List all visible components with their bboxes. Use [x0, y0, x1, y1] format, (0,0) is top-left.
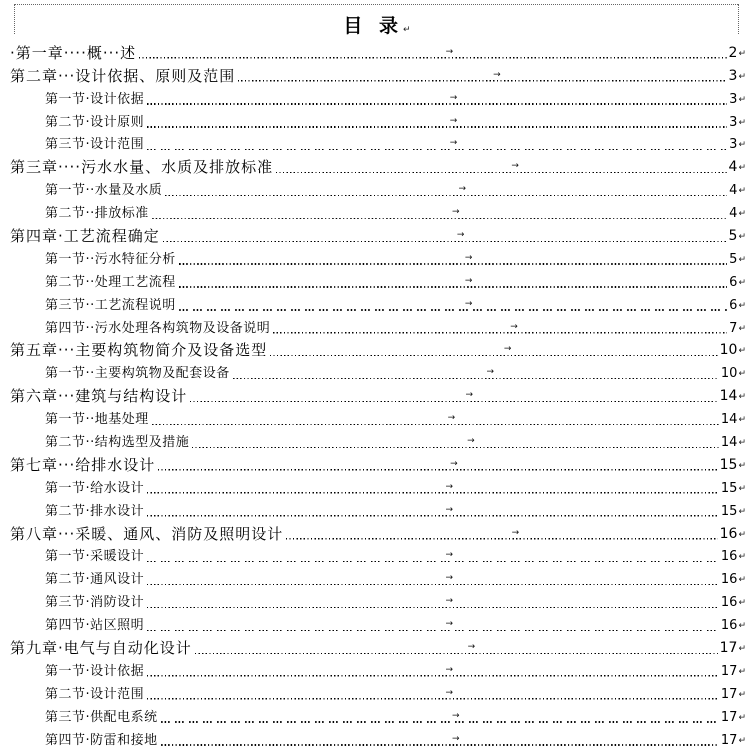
entry-page: 4 — [729, 183, 738, 199]
toc-entry[interactable] — [10, 359, 746, 382]
paragraph-mark-icon: ↵ — [738, 209, 746, 220]
entry-text: 第二节·设计原则 — [45, 114, 145, 130]
entry-page: 10 — [719, 342, 738, 359]
entry-page: 4 — [729, 206, 738, 222]
toc-entry[interactable] — [10, 428, 746, 451]
tab-mark-icon: → — [451, 710, 460, 721]
paragraph-mark-icon: ↵ — [738, 369, 746, 380]
tab-mark-icon: → — [445, 481, 453, 492]
entry-text: 第五章···主要构筑物简介及设备选型 — [10, 341, 268, 360]
tab-mark-icon: → — [445, 596, 453, 607]
toc-entry[interactable] — [10, 657, 746, 680]
paragraph-mark-icon: ↵ — [403, 25, 411, 35]
tab-mark-icon: → — [449, 138, 458, 149]
entry-page: 14 — [719, 388, 738, 405]
toc-entry[interactable] — [10, 199, 746, 222]
toc-entry[interactable] — [10, 565, 746, 588]
paragraph-mark-icon: ↵ — [738, 689, 746, 700]
toc-entry[interactable] — [10, 314, 746, 337]
paragraph-mark-icon: ↵ — [738, 438, 746, 449]
entry-leader — [165, 182, 727, 199]
tab-mark-icon: → — [445, 619, 453, 630]
paragraph-mark-icon: ↵ — [738, 346, 746, 357]
entry-page: 17 — [719, 640, 738, 657]
tab-mark-icon: → — [511, 161, 519, 172]
entry-text: 第八章···采暖、通风、消防及照明设计 — [10, 524, 284, 543]
entry-leader — [179, 274, 727, 291]
entry-text: 第七章···给排水设计 — [10, 455, 156, 474]
entry-text: ·第一章····概···述 — [10, 43, 137, 62]
entry-leader — [147, 91, 727, 108]
toc-entry[interactable] — [10, 474, 746, 497]
entry-text: 第二章···设计依据、原则及范围 — [10, 66, 236, 85]
entry-leader — [147, 114, 727, 131]
paragraph-mark-icon: ↵ — [738, 735, 746, 746]
toc-entry[interactable] — [10, 588, 746, 611]
entry-leader — [147, 136, 727, 153]
entry-text: 第三节··工艺流程说明 — [45, 297, 176, 313]
entry-page: 6 — [729, 297, 738, 313]
paragraph-mark-icon: ↵ — [738, 186, 746, 197]
paragraph-mark-icon: ↵ — [738, 277, 746, 288]
entry-page: 15 — [720, 480, 738, 496]
entry-page: 14 — [720, 412, 738, 428]
entry-leader — [152, 411, 719, 428]
tab-mark-icon: → — [445, 687, 453, 698]
entry-page: 3 — [728, 67, 738, 84]
tab-mark-icon: → — [467, 642, 476, 653]
entry-text: 第三节·供配电系统 — [45, 709, 158, 725]
tab-mark-icon: → — [447, 413, 456, 424]
entry-leader — [179, 251, 727, 268]
toc-entry[interactable] — [10, 451, 746, 474]
entry-leader — [147, 548, 719, 565]
toc-entry[interactable] — [10, 634, 746, 657]
paragraph-mark-icon: ↵ — [738, 529, 746, 540]
toc-entry[interactable] — [10, 703, 746, 726]
toc-entry[interactable] — [10, 62, 746, 85]
toc-title-row — [0, 11, 754, 38]
entry-text: 第四节·防雷和接地 — [45, 732, 158, 748]
entry-page: 17 — [720, 732, 738, 748]
entry-leader — [179, 297, 727, 314]
toc-entry[interactable] — [10, 222, 746, 245]
toc-list — [10, 39, 746, 749]
entry-text: 第九章·电气与自动化设计 — [10, 639, 192, 658]
paragraph-mark-icon: ↵ — [738, 712, 746, 723]
tab-mark-icon: → — [451, 207, 460, 218]
entry-text: 第一节·设计依据 — [45, 91, 145, 107]
paragraph-mark-icon: ↵ — [738, 71, 746, 82]
tab-mark-icon: → — [464, 298, 473, 309]
paragraph-mark-icon: ↵ — [738, 415, 746, 426]
toc-entry[interactable] — [10, 543, 746, 566]
paragraph-mark-icon: ↵ — [738, 575, 746, 586]
entry-page: 16 — [720, 595, 738, 611]
entry-page: 16 — [720, 618, 738, 634]
text-boundary-top — [14, 4, 738, 5]
entry-text: 第二节·排水设计 — [45, 503, 145, 519]
entry-page: 16 — [720, 549, 738, 565]
paragraph-mark-icon: ↵ — [738, 254, 746, 265]
entry-leader — [238, 68, 726, 85]
tab-mark-icon: → — [449, 92, 458, 103]
entry-leader — [163, 228, 727, 245]
tab-mark-icon: → — [511, 527, 520, 538]
entry-leader — [270, 342, 717, 359]
paragraph-mark-icon: ↵ — [738, 48, 746, 59]
tab-mark-icon: → — [486, 367, 495, 378]
entry-text: 第二节·设计范围 — [45, 686, 145, 702]
paragraph-mark-icon: ↵ — [738, 666, 746, 677]
entry-leader — [139, 45, 726, 62]
entry-text: 第二节··处理工艺流程 — [45, 274, 176, 290]
entry-page: 16 — [719, 525, 738, 542]
toc-entry[interactable] — [10, 176, 746, 199]
tab-mark-icon: → — [467, 436, 475, 447]
paragraph-mark-icon: ↵ — [738, 392, 746, 403]
entry-leader — [192, 434, 719, 451]
entry-leader — [273, 320, 727, 337]
tab-mark-icon: → — [450, 458, 458, 469]
entry-page: 10 — [720, 366, 738, 382]
entry-leader — [276, 159, 726, 176]
paragraph-mark-icon: ↵ — [738, 94, 746, 105]
entry-text: 第二节··排放标准 — [45, 206, 149, 222]
tab-mark-icon: → — [458, 184, 466, 195]
entry-leader — [190, 388, 717, 405]
entry-page: 17 — [720, 709, 738, 725]
toc-entry[interactable] — [10, 291, 746, 314]
entry-page: 15 — [720, 503, 738, 519]
tab-mark-icon: → — [445, 504, 453, 515]
entry-page: 17 — [720, 686, 738, 702]
paragraph-mark-icon: ↵ — [738, 598, 746, 609]
paragraph-mark-icon: ↵ — [738, 552, 746, 563]
entry-leader — [161, 709, 719, 726]
entry-page: 7 — [729, 320, 738, 336]
entry-text: 第一节·设计依据 — [45, 663, 145, 679]
entry-leader — [195, 640, 718, 657]
entry-leader — [147, 571, 719, 588]
tab-mark-icon: → — [493, 69, 501, 80]
paragraph-mark-icon: ↵ — [738, 140, 746, 151]
entry-text: 第三章····污水水量、水质及排放标准 — [10, 158, 274, 177]
tab-mark-icon: → — [464, 275, 473, 286]
entry-text: 第三节·设计范围 — [45, 137, 145, 153]
paragraph-mark-icon: ↵ — [738, 483, 746, 494]
paragraph-mark-icon: ↵ — [738, 163, 746, 174]
entry-leader — [147, 594, 719, 611]
entry-page: 3 — [729, 137, 738, 153]
tab-mark-icon: → — [445, 664, 453, 675]
entry-leader — [161, 732, 719, 749]
entry-page: 6 — [729, 274, 738, 290]
paragraph-mark-icon: ↵ — [738, 460, 746, 471]
entry-leader — [158, 457, 717, 474]
toc-entry[interactable] — [10, 680, 746, 703]
toc-entry[interactable] — [10, 39, 746, 62]
entry-text: 第一节··污水特征分析 — [45, 251, 176, 267]
tab-mark-icon: → — [445, 573, 453, 584]
entry-leader — [147, 686, 719, 703]
entry-text: 第四章·工艺流程确定 — [10, 227, 160, 246]
entry-text: 第一节··地基处理 — [45, 412, 149, 428]
entry-leader — [233, 365, 719, 382]
page-title: 目 录 — [343, 15, 404, 37]
toc-entry[interactable] — [10, 405, 746, 428]
entry-leader — [152, 205, 727, 222]
tab-mark-icon: → — [465, 390, 474, 401]
paragraph-mark-icon: ↵ — [738, 232, 746, 243]
paragraph-mark-icon: ↵ — [738, 323, 746, 334]
toc-entry[interactable] — [10, 382, 746, 405]
entry-page: 2 — [728, 44, 738, 61]
entry-leader — [147, 663, 719, 680]
toc-entry[interactable] — [10, 131, 746, 154]
tab-mark-icon: → — [464, 252, 473, 263]
toc-entry[interactable] — [10, 337, 746, 360]
entry-page: 17 — [720, 663, 738, 679]
entry-page: 14 — [720, 435, 738, 451]
toc-entry[interactable] — [10, 108, 746, 131]
entry-text: 第六章···建筑与结构设计 — [10, 387, 188, 406]
toc-entry[interactable] — [10, 520, 746, 543]
tab-mark-icon: → — [445, 550, 453, 561]
paragraph-mark-icon: ↵ — [738, 300, 746, 311]
entry-page: 3 — [729, 114, 738, 130]
entry-leader — [147, 480, 719, 497]
entry-text: 第一节··水量及水质 — [45, 183, 163, 199]
entry-leader — [286, 526, 717, 543]
entry-page: 4 — [728, 159, 738, 176]
entry-text: 第二节··结构选型及措施 — [45, 435, 190, 451]
tab-mark-icon: → — [445, 46, 454, 57]
paragraph-mark-icon: ↵ — [738, 117, 746, 128]
entry-text: 第四节··污水处理各构筑物及设备说明 — [45, 320, 271, 336]
paragraph-mark-icon: ↵ — [738, 506, 746, 517]
entry-text: 第一节·采暖设计 — [45, 549, 145, 565]
entry-leader — [147, 503, 719, 520]
entry-page: 5 — [728, 228, 738, 245]
tab-mark-icon: → — [456, 230, 465, 241]
entry-page: 5 — [729, 251, 738, 267]
toc-entry[interactable] — [10, 497, 746, 520]
toc-entry[interactable] — [10, 85, 746, 108]
tab-mark-icon: → — [510, 321, 518, 332]
paragraph-mark-icon: ↵ — [738, 621, 746, 632]
entry-page: 3 — [729, 91, 738, 107]
entry-text: 第一节·给水设计 — [45, 480, 145, 496]
tab-mark-icon: → — [449, 115, 458, 126]
toc-entry[interactable] — [10, 611, 746, 634]
toc-entry[interactable] — [10, 153, 746, 176]
toc-entry[interactable] — [10, 726, 746, 749]
entry-text: 第四节·站区照明 — [45, 618, 145, 634]
entry-leader — [147, 617, 719, 634]
tab-mark-icon: → — [503, 344, 512, 355]
entry-text: 第二节·通风设计 — [45, 572, 145, 588]
entry-page: 16 — [720, 572, 738, 588]
entry-text: 第一节··主要构筑物及配套设备 — [45, 366, 230, 382]
paragraph-mark-icon: ↵ — [738, 644, 746, 655]
toc-entry[interactable] — [10, 245, 746, 268]
toc-entry[interactable] — [10, 268, 746, 291]
tab-mark-icon: → — [451, 733, 460, 744]
entry-page: 15 — [719, 456, 738, 473]
entry-text: 第三节·消防设计 — [45, 595, 145, 611]
